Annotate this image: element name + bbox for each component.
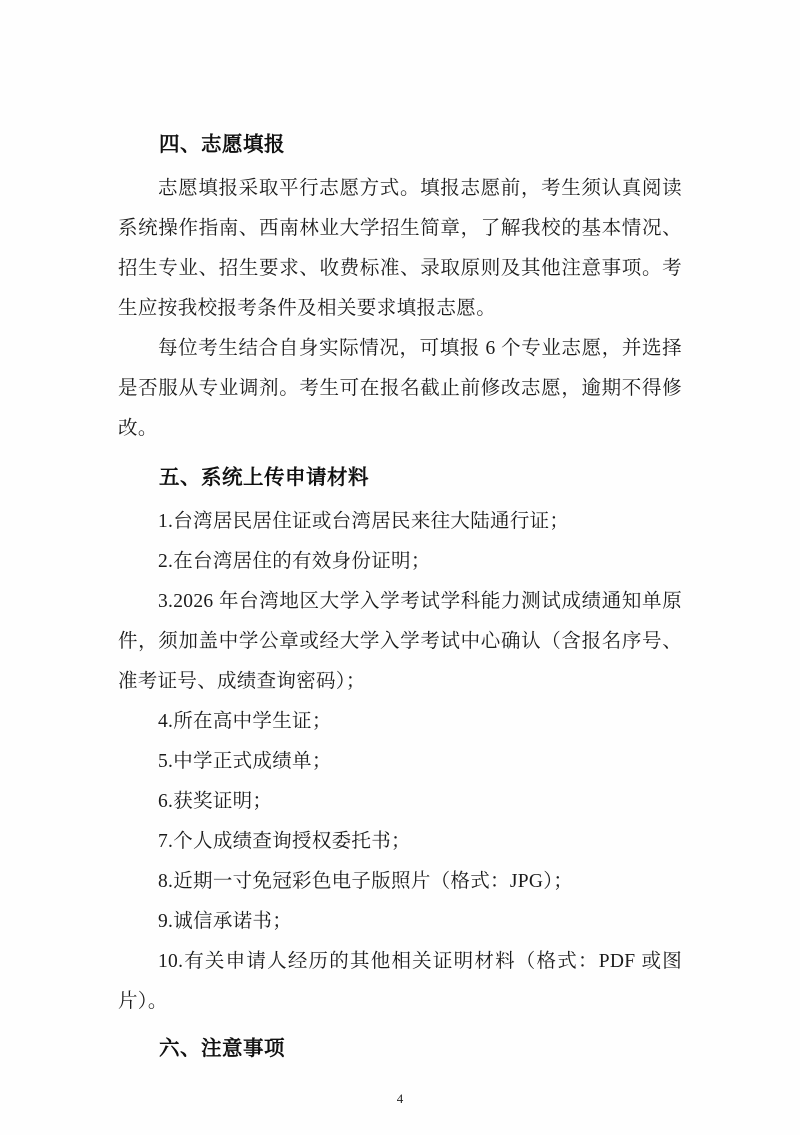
material-item-2: 2.在台湾居住的有效身份证明；: [158, 550, 431, 572]
material-item-6: 6.获奖证明；: [158, 790, 273, 812]
material-item-1: 1.台湾居民居住证或台湾居民来往大陆通行证；: [158, 510, 570, 532]
section-heading-5: 五、系统上传申请材料: [159, 465, 369, 489]
material-item-3: 3.2026 年台湾地区大学入学考试学科能力测试成绩通知单原件，须加盖中学公章或经大学入学考试中心确认（含报名序号、准考证号、成绩查询密码）；: [118, 590, 682, 692]
document-body: [118, 130, 682, 1064]
section-4-paragraph-1: 志愿填报采取平行志愿方式。填报志愿前，考生须认真阅读系统操作指南、西南林业大学招生简章，了解我校的基本情况、招生专业、招生要求、收费标准、录取原则及其他注意事项。考生应按我校报考条件及相关要求填报志愿。: [118, 177, 682, 319]
material-item-9: 9.诚信承诺书；: [158, 910, 293, 932]
material-item-4: 4.所在高中学生证；: [158, 710, 332, 732]
section-heading-4: 四、志愿填报: [159, 133, 285, 156]
section-4-paragraph-2: 每位考生结合自身实际情况，可填报 6 个专业志愿，并选择是否服从专业调剂。考生可在报名截止前修改志愿，逾期不得修改。: [118, 337, 682, 439]
page-number: 4: [396, 1091, 404, 1106]
material-item-8: 8.近期一寸免冠彩色电子版照片（格式：JPG）；: [158, 870, 574, 892]
material-item-7: 7.个人成绩查询授权委托书；: [158, 830, 411, 852]
section-heading-6: 六、注意事项: [159, 1036, 285, 1060]
material-item-10: 10.有关申请人经历的其他相关证明材料（格式：PDF 或图片）。: [118, 950, 682, 1012]
material-item-5: 5.中学正式成绩单；: [158, 750, 332, 772]
